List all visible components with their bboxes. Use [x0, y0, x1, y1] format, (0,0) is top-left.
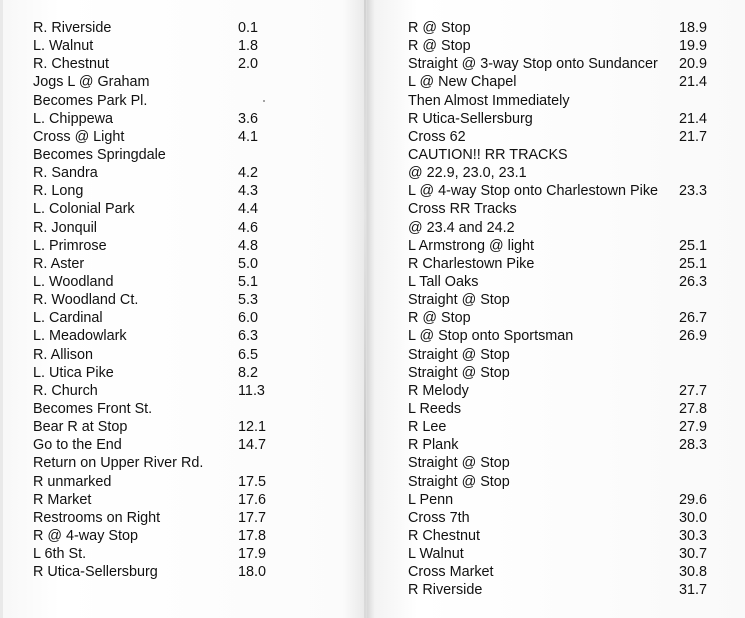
cue-instruction: R Utica-Sellersburg	[33, 564, 158, 581]
cue-row	[408, 436, 710, 454]
cue-mileage: 4.4	[238, 201, 259, 218]
cue-mileage: 30.8	[679, 564, 708, 581]
cue-instruction: L. Primrose	[33, 237, 107, 254]
cue-instruction: Straight @ Stop	[408, 473, 510, 490]
cue-instruction: Cross @ Light	[33, 128, 125, 145]
cue-row	[33, 400, 333, 418]
cue-row	[33, 73, 333, 91]
cue-mileage: 21.4	[679, 74, 708, 91]
cue-row	[33, 545, 333, 563]
cue-row	[33, 346, 333, 364]
cue-instruction: L Penn	[408, 491, 454, 508]
cue-row	[33, 146, 333, 164]
cue-instruction: L 6th St.	[33, 546, 87, 563]
cue-row	[33, 55, 333, 73]
cue-instruction: L. Colonial Park	[33, 201, 135, 218]
cue-instruction: R @ 4-way Stop	[33, 527, 138, 544]
cue-mileage: 25.1	[679, 237, 708, 254]
cue-instruction: L @ 4-way Stop onto Charlestown Pike	[408, 183, 659, 200]
cue-mileage: 2.0	[238, 56, 259, 73]
cue-row	[408, 327, 710, 345]
cue-instruction: Becomes Springdale	[33, 146, 166, 163]
cue-row	[33, 19, 333, 37]
cue-instruction: Restrooms on Right	[33, 509, 161, 526]
cue-row	[408, 37, 710, 55]
cue-mileage: 17.7	[238, 509, 267, 526]
cue-instruction: R. Sandra	[33, 165, 98, 182]
cue-instruction: R. Allison	[33, 346, 93, 363]
cue-row	[33, 436, 333, 454]
cue-instruction: L Walnut	[408, 546, 464, 563]
cue-instruction: CAUTION!! RR TRACKS	[408, 146, 568, 163]
cue-instruction: R @ Stop	[408, 38, 471, 55]
cue-mileage: 26.3	[679, 273, 708, 290]
cue-row	[408, 19, 710, 37]
cue-mileage: 11.3	[238, 382, 265, 399]
cue-instruction: L Armstrong @ light	[408, 237, 535, 254]
cue-mileage: 6.5	[238, 346, 259, 363]
cue-mileage: 25.1	[679, 255, 708, 272]
cue-mileage: 26.7	[679, 310, 708, 327]
cue-instruction: R Market	[33, 491, 92, 508]
cue-instruction: @ 22.9, 23.0, 23.1	[408, 165, 527, 182]
cue-row	[408, 527, 710, 545]
cue-row	[33, 128, 333, 146]
cue-row	[408, 110, 710, 128]
cue-instruction: L @ Stop onto Sportsman	[408, 328, 574, 345]
cue-mileage: 17.8	[238, 527, 267, 544]
cue-instruction: Straight @ Stop	[408, 346, 510, 363]
cue-mileage: 30.7	[679, 546, 708, 563]
cue-row	[408, 581, 710, 599]
cue-row	[33, 92, 333, 110]
cue-row	[408, 563, 710, 581]
cue-row	[33, 491, 333, 509]
cue-instruction: R Chestnut	[408, 527, 480, 544]
cue-mileage: 8.2	[238, 364, 259, 381]
page-fold	[364, 0, 366, 618]
cue-instruction: L Tall Oaks	[408, 273, 479, 290]
cue-instruction: R. Long	[33, 183, 84, 200]
cue-mileage: 21.7	[679, 128, 708, 145]
cue-row	[408, 92, 710, 110]
cue-row	[33, 110, 333, 128]
cue-instruction: R Plank	[408, 437, 459, 454]
cue-instruction: Cross 7th	[408, 509, 470, 526]
cue-mileage: 5.1	[238, 273, 259, 290]
cue-instruction: L. Meadowlark	[33, 328, 127, 345]
right-column	[408, 19, 710, 600]
cue-instruction: Go to the End	[33, 437, 122, 454]
cue-instruction: Becomes Park Pl.	[33, 92, 148, 109]
cue-row	[33, 182, 333, 200]
cue-row	[408, 545, 710, 563]
cue-instruction: @ 23.4 and 24.2	[408, 219, 515, 236]
cue-mileage: 12.1	[238, 419, 267, 436]
cue-row	[33, 418, 333, 436]
cue-instruction: R. Church	[33, 382, 98, 399]
cue-instruction: L. Utica Pike	[33, 364, 114, 381]
cue-row	[408, 255, 710, 273]
cue-mileage: 30.3	[679, 527, 708, 544]
cue-mileage: 28.3	[679, 437, 708, 454]
cue-mileage: 27.7	[679, 382, 708, 399]
paper-edge	[0, 0, 3, 618]
cue-instruction: Then Almost Immediately	[408, 92, 570, 109]
cue-mileage: 3.6	[238, 110, 259, 127]
cue-instruction: R @ Stop	[408, 20, 471, 36]
cue-instruction: R. Jonquil	[33, 219, 97, 236]
left-column	[33, 19, 333, 581]
cue-instruction: L Reeds	[408, 400, 462, 417]
cue-instruction: Jogs L @ Graham	[33, 74, 150, 91]
cue-instruction: R unmarked	[33, 473, 112, 490]
cue-instruction: Straight @ 3-way Stop onto Sundancer	[408, 56, 658, 73]
cue-row	[408, 55, 710, 73]
cue-row	[408, 491, 710, 509]
cue-row	[33, 200, 333, 218]
cue-instruction: Cross 62	[408, 128, 466, 145]
cue-row	[408, 237, 710, 255]
cue-mileage: 1.8	[238, 38, 259, 55]
cue-row	[33, 563, 333, 581]
cue-mileage: 4.1	[238, 128, 259, 145]
cue-mileage: 5.0	[238, 255, 259, 272]
cue-row	[408, 73, 710, 91]
cue-mileage: 19.9	[679, 38, 708, 55]
cue-mileage: 26.9	[679, 328, 708, 345]
cue-row	[408, 219, 710, 237]
cue-instruction: L @ New Chapel	[408, 74, 517, 91]
cue-instruction: R Melody	[408, 382, 469, 399]
cue-row	[33, 37, 333, 55]
cue-mileage: 18.0	[238, 564, 267, 581]
cue-row	[408, 164, 710, 182]
cue-row	[408, 346, 710, 364]
cue-mileage: 4.8	[238, 237, 259, 254]
cue-row	[408, 418, 710, 436]
cue-row	[408, 182, 710, 200]
cue-mileage: 4.6	[238, 219, 259, 236]
cue-instruction: Cross RR Tracks	[408, 201, 517, 218]
cue-row	[408, 509, 710, 527]
cue-instruction: L. Walnut	[33, 38, 94, 55]
cue-row	[408, 291, 710, 309]
cue-instruction: R. Chestnut	[33, 56, 109, 73]
cue-mileage: 4.3	[238, 183, 259, 200]
cue-mileage: 17.5	[238, 473, 267, 490]
cue-instruction: Straight @ Stop	[408, 455, 510, 472]
cue-row	[33, 509, 333, 527]
cue-instruction: R. Riverside	[33, 20, 112, 36]
cue-row	[408, 200, 710, 218]
cue-row	[33, 327, 333, 345]
cue-mileage: 20.9	[679, 56, 708, 73]
cue-row	[33, 527, 333, 545]
cue-mileage: 31.7	[679, 582, 708, 599]
cue-row	[33, 382, 333, 400]
cue-row	[33, 309, 333, 327]
cue-mileage: 5.3	[238, 292, 259, 309]
cue-instruction: Straight @ Stop	[408, 364, 510, 381]
cue-instruction: R Charlestown Pike	[408, 255, 535, 272]
cue-row	[33, 364, 333, 382]
cue-instruction: L. Cardinal	[33, 310, 103, 327]
cue-instruction: Bear R at Stop	[33, 419, 128, 436]
cue-row	[33, 255, 333, 273]
cue-row	[408, 146, 710, 164]
cue-instruction: R. Woodland Ct.	[33, 292, 139, 309]
cue-instruction: R. Aster	[33, 255, 85, 272]
cue-instruction: Cross Market	[408, 564, 494, 581]
cue-mileage: 0.1	[238, 20, 259, 36]
cue-row	[33, 473, 333, 491]
cue-row	[33, 219, 333, 237]
cue-mileage: 6.0	[238, 310, 259, 327]
cue-row	[408, 473, 710, 491]
cue-instruction: L. Woodland	[33, 273, 114, 290]
cue-mileage: 21.4	[679, 110, 708, 127]
cue-instruction: R @ Stop	[408, 310, 471, 327]
cue-row	[408, 309, 710, 327]
cue-row	[408, 364, 710, 382]
cue-mileage: 17.6	[238, 491, 267, 508]
cue-mileage: 27.8	[679, 400, 708, 417]
cue-row	[33, 237, 333, 255]
cue-instruction: Return on Upper River Rd.	[33, 455, 204, 472]
cue-mileage: 27.9	[679, 419, 708, 436]
cue-row	[408, 400, 710, 418]
cue-instruction: R Lee	[408, 419, 447, 436]
cue-row	[408, 382, 710, 400]
cue-mileage: 18.9	[679, 20, 708, 36]
cue-mileage: 14.7	[238, 437, 267, 454]
cue-row	[33, 291, 333, 309]
cue-row	[408, 128, 710, 146]
cue-mileage: 30.0	[679, 509, 708, 526]
cue-row	[408, 273, 710, 291]
cue-row	[33, 164, 333, 182]
cue-instruction: R Utica-Sellersburg	[408, 110, 533, 127]
cue-instruction: Becomes Front St.	[33, 400, 153, 417]
cue-instruction: R Riverside	[408, 582, 483, 599]
cue-instruction: L. Chippewa	[33, 110, 113, 127]
cue-mileage: 6.3	[238, 328, 259, 345]
cue-row	[33, 454, 333, 472]
cue-mileage: 17.9	[238, 546, 267, 563]
cue-row	[408, 454, 710, 472]
cue-mileage: 23.3	[679, 183, 708, 200]
cue-mileage: 4.2	[238, 165, 259, 182]
cue-row	[33, 273, 333, 291]
cue-instruction: Straight @ Stop	[408, 292, 510, 309]
cue-mileage: 29.6	[679, 491, 708, 508]
